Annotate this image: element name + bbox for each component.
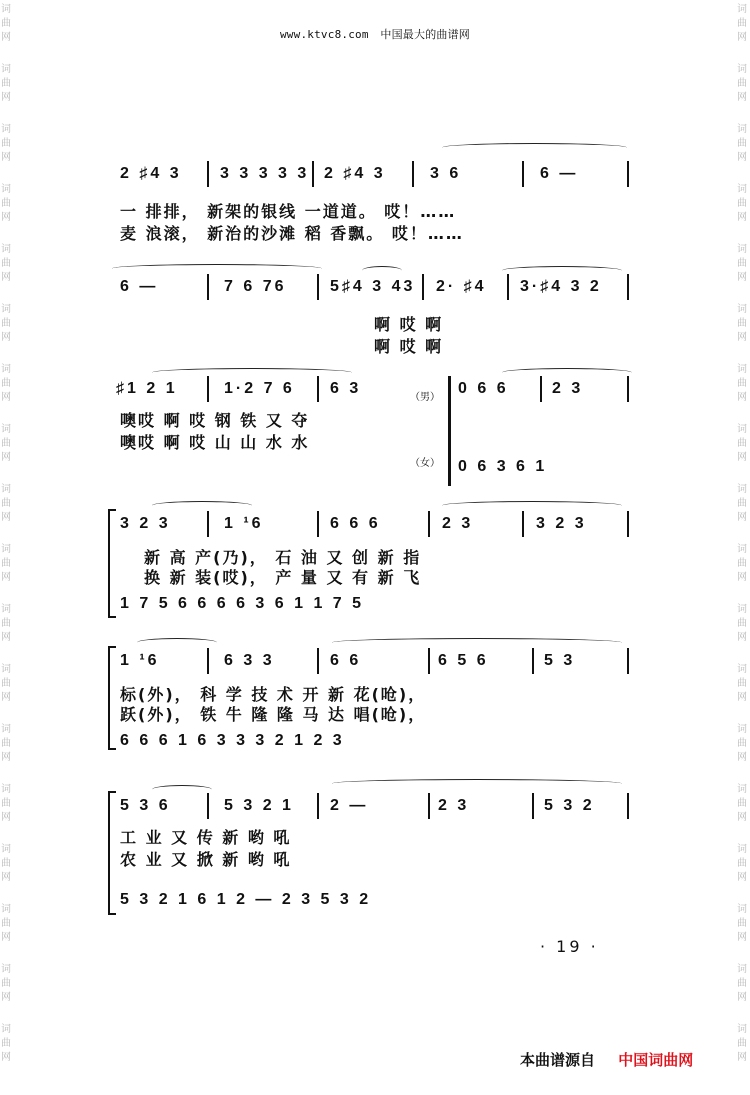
lower-voice-notes <box>112 891 637 913</box>
watermark-glyph: 词 <box>1 124 11 135</box>
watermark-glyph: 曲 <box>1 138 11 149</box>
lyrics-verse-1: 工 业 又 传 新 哟 吼 <box>120 828 292 847</box>
watermark-glyph: 曲 <box>737 378 747 389</box>
watermark-glyph: 网 <box>737 992 747 1003</box>
barline <box>448 376 451 486</box>
barline <box>532 793 534 819</box>
watermark-glyph: 词 <box>1 244 11 255</box>
watermark-glyph: 网 <box>737 152 747 163</box>
watermark-glyph: 曲 <box>737 1038 747 1049</box>
measure: 6 3 <box>330 380 362 397</box>
notes-line <box>112 380 637 402</box>
watermark-glyph: 词 <box>1 1024 11 1035</box>
barline <box>207 648 209 674</box>
measure: 3 2 3 <box>120 515 171 532</box>
watermark-glyph: 网 <box>737 692 747 703</box>
measure: 5 3 2 1 <box>224 797 294 814</box>
watermark-glyph: 曲 <box>1 198 11 209</box>
measure: 3 3 3 3 3 <box>220 165 310 182</box>
measure: 5 3 2 1 6 1 2 — 2 3 5 3 2 <box>120 891 372 908</box>
barline <box>312 161 314 187</box>
right-watermark-strip <box>736 0 750 1095</box>
measure: 2· ♯4 <box>436 278 487 295</box>
watermark-glyph: 词 <box>1 784 11 795</box>
watermark-glyph: 词 <box>737 484 747 495</box>
watermark-glyph: 词 <box>1 964 11 975</box>
watermark-glyph: 词 <box>737 244 747 255</box>
barline <box>627 648 629 674</box>
watermark-glyph: 网 <box>737 272 747 283</box>
slur <box>502 368 632 377</box>
lyrics-verse-2: 农 业 又 掀 新 哟 吼 <box>120 850 292 869</box>
watermark-glyph: 曲 <box>1 78 11 89</box>
barline <box>627 793 629 819</box>
watermark-glyph: 词 <box>737 544 747 555</box>
barline <box>428 511 430 537</box>
watermark-glyph: 曲 <box>1 318 11 329</box>
notes-line <box>112 797 637 819</box>
page-number: · 19 · <box>540 937 599 956</box>
watermark-glyph: 词 <box>1 664 11 675</box>
watermark-glyph: 曲 <box>1 438 11 449</box>
measure: 3·♯4 3 2 <box>520 278 602 295</box>
watermark-glyph: 词 <box>737 604 747 615</box>
watermark-glyph: 网 <box>737 572 747 583</box>
barline <box>207 274 209 300</box>
measure: 6 — <box>540 165 579 182</box>
watermark-glyph: 词 <box>737 4 747 15</box>
watermark-glyph: 词 <box>1 64 11 75</box>
watermark-glyph: 词 <box>737 964 747 975</box>
measure: 5 3 6 <box>120 797 171 814</box>
watermark-glyph: 词 <box>1 724 11 735</box>
watermark-glyph: 网 <box>1 212 11 223</box>
measure: ♯1 2 1 <box>116 380 178 397</box>
watermark-glyph: 网 <box>737 632 747 643</box>
watermark-glyph: 词 <box>1 4 11 15</box>
barline <box>522 511 524 537</box>
barline <box>317 376 319 402</box>
watermark-glyph: 网 <box>1 332 11 343</box>
notes-line <box>112 165 637 187</box>
lyrics-verse-1: 噢哎 啊 哎 钢 铁 又 夺 <box>120 411 310 430</box>
watermark-glyph: 曲 <box>1 498 11 509</box>
watermark-glyph: 词 <box>1 184 11 195</box>
measure: 6 6 <box>330 652 362 669</box>
watermark-glyph: 词 <box>737 184 747 195</box>
measure: 6 6 6 <box>330 515 381 532</box>
watermark-glyph: 词 <box>1 604 11 615</box>
slur <box>152 501 252 510</box>
lyrics-verse-1: 啊 哎 啊 <box>374 315 444 334</box>
header-url: www.ktvc8.com <box>279 28 369 41</box>
watermark-glyph: 词 <box>737 844 747 855</box>
slur <box>442 143 627 152</box>
slur <box>152 368 352 377</box>
measure: 1 ¹6 <box>120 652 160 669</box>
lyrics-verse-2: 换 新 装(哎)， 产 量 又 有 新 飞 <box>144 568 422 587</box>
watermark-glyph: 曲 <box>737 138 747 149</box>
barline <box>422 274 424 300</box>
measure: 5♯4 3 43 <box>330 278 416 295</box>
watermark-glyph: 曲 <box>737 618 747 629</box>
watermark-glyph: 网 <box>737 932 747 943</box>
watermark-glyph: 网 <box>1 632 11 643</box>
barline <box>522 161 524 187</box>
watermark-glyph: 网 <box>1 932 11 943</box>
watermark-glyph: 曲 <box>737 918 747 929</box>
watermark-glyph: 网 <box>1 572 11 583</box>
barline <box>627 376 629 402</box>
watermark-glyph: 词 <box>737 424 747 435</box>
watermark-glyph: 网 <box>1 692 11 703</box>
measure: 2 ♯4 3 <box>120 165 182 182</box>
watermark-glyph: 词 <box>737 304 747 315</box>
watermark-glyph: 词 <box>737 364 747 375</box>
watermark-glyph: 曲 <box>737 318 747 329</box>
measure: 6 3 3 <box>224 652 275 669</box>
measure: 6 — <box>120 278 159 295</box>
watermark-glyph: 曲 <box>737 78 747 89</box>
barline <box>207 161 209 187</box>
measure: 2 3 <box>442 515 474 532</box>
slur <box>332 638 622 647</box>
female-voice-label: （女） <box>410 458 440 469</box>
measure: 5 3 <box>544 652 576 669</box>
watermark-glyph: 网 <box>737 452 747 463</box>
watermark-glyph: 词 <box>1 304 11 315</box>
barline <box>507 274 509 300</box>
watermark-glyph: 网 <box>1 512 11 523</box>
male-voice-label: （男） <box>410 392 440 403</box>
watermark-glyph: 曲 <box>737 858 747 869</box>
measure: 7 6 76 <box>224 278 287 295</box>
measure: 6 5 6 <box>438 652 489 669</box>
watermark-glyph: 曲 <box>737 438 747 449</box>
watermark-glyph: 网 <box>1 392 11 403</box>
barline <box>540 376 542 402</box>
footer-brand-link[interactable]: 中国词曲网 <box>618 1051 694 1069</box>
watermark-glyph: 网 <box>737 752 747 763</box>
barline <box>627 511 629 537</box>
slur <box>362 266 402 275</box>
slur <box>152 785 212 794</box>
watermark-glyph: 曲 <box>737 498 747 509</box>
lower-voice-notes <box>112 595 637 617</box>
measure: 1 ¹6 <box>224 515 264 532</box>
barline <box>207 793 209 819</box>
watermark-glyph: 网 <box>1 872 11 883</box>
watermark-glyph: 曲 <box>1 798 11 809</box>
measure: 2 3 <box>438 797 470 814</box>
barline <box>627 274 629 300</box>
watermark-glyph: 网 <box>737 212 747 223</box>
watermark-glyph: 曲 <box>737 678 747 689</box>
measure: 2 ♯4 3 <box>324 165 386 182</box>
watermark-glyph: 网 <box>737 92 747 103</box>
lyrics-verse-1: 标(外)， 科 学 技 术 开 新 花(呛)， <box>120 685 427 704</box>
watermark-glyph: 曲 <box>737 798 747 809</box>
watermark-glyph: 词 <box>1 484 11 495</box>
watermark-glyph: 曲 <box>737 18 747 29</box>
watermark-glyph: 网 <box>1 752 11 763</box>
watermark-glyph: 曲 <box>737 198 747 209</box>
barline <box>428 648 430 674</box>
barline <box>317 511 319 537</box>
notes-line <box>112 278 637 300</box>
barline <box>317 274 319 300</box>
slur <box>112 264 322 273</box>
watermark-glyph: 网 <box>737 512 747 523</box>
measure: 3 2 3 <box>536 515 587 532</box>
watermark-glyph: 曲 <box>1 18 11 29</box>
lower-voice-notes <box>458 458 638 480</box>
watermark-glyph: 词 <box>1 544 11 555</box>
barline <box>428 793 430 819</box>
measure: 0 6 6 <box>458 380 509 397</box>
barline <box>412 161 414 187</box>
watermark-glyph: 曲 <box>1 918 11 929</box>
watermark-glyph: 网 <box>737 332 747 343</box>
watermark-glyph: 网 <box>737 32 747 43</box>
measure: 0 6 3 6 1 <box>458 458 548 475</box>
watermark-glyph: 网 <box>1 812 11 823</box>
page-footer <box>520 1049 693 1070</box>
watermark-glyph: 曲 <box>1 378 11 389</box>
slur <box>502 266 622 275</box>
watermark-glyph: 词 <box>737 904 747 915</box>
notes-line <box>112 652 637 674</box>
watermark-glyph: 词 <box>737 664 747 675</box>
measure: 3 6 <box>430 165 462 182</box>
watermark-glyph: 网 <box>1 452 11 463</box>
measure: 1 7 5 6 6 6 6 3 6 1 1 7 5 <box>120 595 365 612</box>
lyrics-verse-1: 一 排排， 新架的银线 一道道。 哎！…… <box>120 202 457 221</box>
watermark-glyph: 网 <box>737 872 747 883</box>
watermark-glyph: 网 <box>1 92 11 103</box>
watermark-glyph: 词 <box>737 64 747 75</box>
watermark-glyph: 网 <box>1 992 11 1003</box>
lyrics-verse-2: 啊 哎 啊 <box>374 337 444 356</box>
watermark-glyph: 词 <box>1 904 11 915</box>
barline <box>317 648 319 674</box>
measure: 5 3 2 <box>544 797 595 814</box>
lower-voice-notes <box>112 732 637 754</box>
barline <box>317 793 319 819</box>
watermark-glyph: 曲 <box>1 678 11 689</box>
watermark-glyph: 网 <box>737 1052 747 1063</box>
notes-line <box>112 515 637 537</box>
watermark-glyph: 曲 <box>1 1038 11 1049</box>
measure: 6 6 6 1 6 3 3 3 2 1 2 3 <box>120 732 345 749</box>
watermark-glyph: 曲 <box>1 858 11 869</box>
watermark-glyph: 词 <box>1 844 11 855</box>
barline <box>532 648 534 674</box>
watermark-glyph: 网 <box>737 812 747 823</box>
watermark-glyph: 词 <box>737 124 747 135</box>
watermark-glyph: 曲 <box>1 738 11 749</box>
barline <box>207 376 209 402</box>
watermark-glyph: 曲 <box>1 618 11 629</box>
header-tagline: 中国最大的曲谱网 <box>380 28 470 41</box>
slur <box>332 779 622 788</box>
watermark-glyph: 曲 <box>737 258 747 269</box>
barline <box>207 511 209 537</box>
barline <box>627 161 629 187</box>
watermark-glyph: 网 <box>1 32 11 43</box>
measure: 2 — <box>330 797 369 814</box>
watermark-glyph: 网 <box>1 272 11 283</box>
watermark-glyph: 词 <box>1 364 11 375</box>
watermark-glyph: 词 <box>737 784 747 795</box>
slur <box>137 638 217 647</box>
slur <box>442 501 622 510</box>
watermark-glyph: 网 <box>737 392 747 403</box>
footer-source-label: 本曲谱源自 <box>520 1051 596 1069</box>
watermark-glyph: 词 <box>737 1024 747 1035</box>
watermark-glyph: 曲 <box>737 738 747 749</box>
measure: 1·2 7 6 <box>224 380 295 397</box>
lyrics-verse-2: 跃(外)， 铁 牛 隆 隆 马 达 唱(呛)， <box>120 705 427 724</box>
watermark-glyph: 曲 <box>1 258 11 269</box>
watermark-glyph: 曲 <box>737 978 747 989</box>
page-header <box>0 26 750 42</box>
watermark-glyph: 曲 <box>1 558 11 569</box>
left-watermark-strip <box>0 0 14 1095</box>
watermark-glyph: 网 <box>1 1052 11 1063</box>
lyrics-verse-2: 麦 浪滚， 新治的沙滩 稻 香飘。 哎！…… <box>120 224 464 243</box>
watermark-glyph: 曲 <box>737 558 747 569</box>
lyrics-verse-2: 噢哎 啊 哎 山 山 水 水 <box>120 433 310 452</box>
watermark-glyph: 词 <box>737 724 747 735</box>
lyrics-verse-1: 新 高 产(乃)， 石 油 又 创 新 指 <box>144 548 422 567</box>
watermark-glyph: 词 <box>1 424 11 435</box>
watermark-glyph: 网 <box>1 152 11 163</box>
watermark-glyph: 曲 <box>1 978 11 989</box>
measure: 2 3 <box>552 380 584 397</box>
